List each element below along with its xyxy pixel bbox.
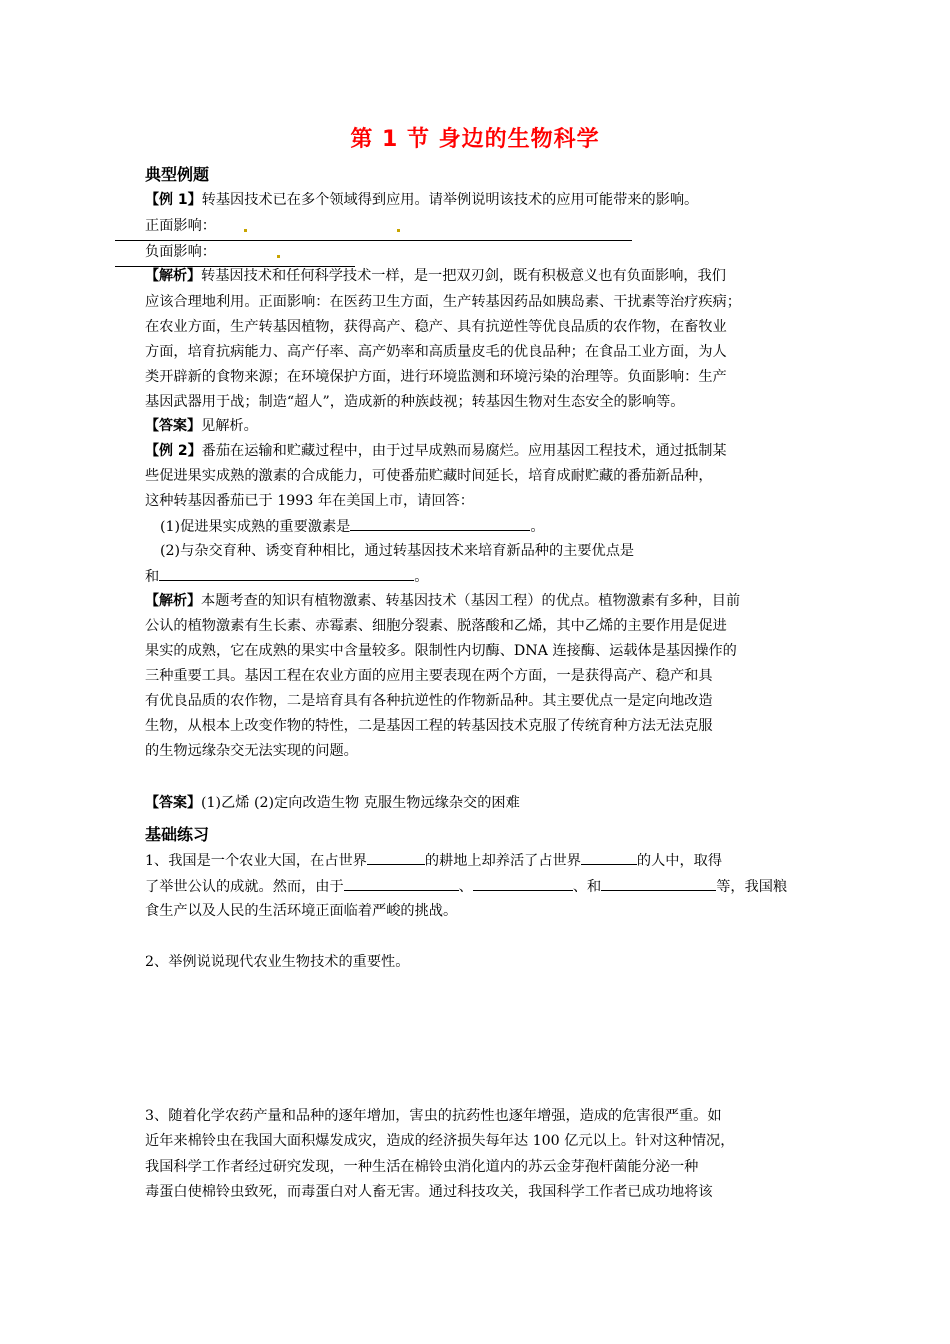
- positive-impact-line: [145, 216, 216, 236]
- positive-impact-blank-line: [115, 240, 632, 241]
- answer-blank[interactable]: [344, 876, 459, 891]
- example2-subq-2: (2)与杂交育种、诱变育种相比，通过转基因技术来培育新品种的主要优点是: [160, 543, 635, 559]
- analysis2-label: 【解析】: [145, 593, 201, 609]
- answer1-text: 见解析。: [201, 418, 258, 434]
- analysis2-line-4: 三种重要工具。基因工程在农业方面的应用主要表现在两个方面，一是获得高产、稳产和具: [145, 668, 713, 684]
- answer-blank[interactable]: [350, 516, 530, 531]
- practice3-line-2: 近年来棉铃虫在我国大面积爆发成灾，造成的经济损失每年达 100 亿元以上。针对这种情况，: [145, 1133, 735, 1149]
- analysis1-line-2: 应该合理地利用。正面影响：在医药卫生方面，生产转基因药品如胰岛素、干扰素等治疗疾病；: [145, 294, 741, 310]
- example2-subq-2-cont: 和 。: [145, 566, 428, 587]
- ink-mark: [397, 229, 400, 232]
- negative-impact-label: 负面影响：: [145, 244, 216, 260]
- example2-line-3: 这种转基因番茄已于 1993 年在美国上市，请回答：: [145, 493, 474, 509]
- practice3-line-4: 毒蛋白使棉铃虫致死，而毒蛋白对人畜无害。通过科技攻关，我国科学工作者已成功地将该: [145, 1184, 713, 1200]
- analysis1-label: 【解析】: [145, 268, 201, 284]
- negative-impact-line: [145, 242, 216, 262]
- practice1-line-1: 1、我国是一个农业大国，在占世界 的耕地上却养活了占世界 的人中，取得: [145, 850, 722, 871]
- example1-question: [145, 190, 698, 210]
- analysis2-line-2: 公认的植物激素有生长素、赤霉素、细胞分裂素、脱落酸和乙烯，其中乙烯的主要作用是促进: [145, 618, 727, 634]
- analysis1-line-6: 基因武器用于战；制造“超人”，造成新的种族歧视；转基因生物对生态安全的影响等。: [145, 394, 685, 410]
- analysis1-line-5: 类开辟新的食物来源；在环境保护方面，进行环境监测和环境污染的治理等。负面影响：生产: [145, 369, 727, 385]
- answer2-line: [145, 793, 520, 813]
- answer-blank[interactable]: [581, 850, 637, 865]
- ink-mark: [277, 255, 280, 258]
- analysis2-line-5: 有优良品质的农作物，二是培育具有各种抗逆性的作物新品种。其主要优点一是定向地改造: [145, 693, 713, 709]
- answer-blank[interactable]: [473, 876, 573, 891]
- positive-impact-label: 正面影响：: [145, 218, 216, 234]
- example1-label: 【例 1】: [145, 192, 202, 208]
- practice2-line: 2、举例说说现代农业生物技术的重要性。: [145, 954, 410, 970]
- page-title: 第 1 节 身边的生物科学: [350, 127, 600, 152]
- section-heading-examples: 典型例题: [145, 165, 210, 184]
- analysis2-line-7: 的生物远缘杂交无法实现的问题。: [145, 743, 358, 759]
- practice1-line-2: 了举世公认的成就。然而，由于 、 、和 等，我国粮: [145, 876, 787, 897]
- example2-label: 【例 2】: [145, 443, 202, 459]
- analysis2-line-3: 果实的成熟，它在成熟的果实中含量较多。限制性内切酶、DNA 连接酶、运载体是基因操作的: [145, 643, 737, 659]
- section-heading-practice: 基础练习: [145, 825, 210, 844]
- example1-text: 转基因技术已在多个领域得到应用。请举例说明该技术的应用可能带来的影响。: [201, 192, 699, 208]
- analysis1-line-4: 方面，培育抗病能力、高产仔率、高产奶率和高质量皮毛的优良品种；在食品工业方面，为人: [145, 344, 727, 360]
- answer1-label: 【答案】: [145, 418, 201, 434]
- answer-blank[interactable]: [159, 566, 414, 581]
- ink-mark: [244, 229, 247, 232]
- example2-line-1: 【例 2】番茄在运输和贮藏过程中，由于过早成熟而易腐烂。应用基因工程技术，通过抵制某: [145, 443, 727, 459]
- example2-subq-1: (1)促进果实成熟的重要激素是 。: [160, 516, 545, 537]
- answer-blank[interactable]: [367, 850, 425, 865]
- answer1-line: [145, 416, 258, 436]
- analysis1-line-1: 【解析】转基因技术和任何科学技术一样，是一把双刃剑，既有积极意义也有负面影响，我们: [145, 268, 726, 284]
- practice3-line-1: 3、随着化学农药产量和品种的逐年增加，害虫的抗药性也逐年增强，造成的危害很严重。如: [145, 1108, 722, 1124]
- answer2-text: (1)乙烯 (2)定向改造生物 克服生物远缘杂交的困难: [201, 795, 520, 811]
- answer-blank[interactable]: [601, 876, 716, 891]
- practice3-line-3: 我国科学工作者经过研究发现，一种生活在棉铃虫消化道内的苏云金芽孢杆菌能分泌一种: [145, 1159, 699, 1175]
- example2-line-2: 些促进果实成熟的激素的合成能力，可使番茄贮藏时间延长，培育成耐贮藏的番茄新品种，: [145, 468, 713, 484]
- answer2-label: 【答案】: [145, 795, 201, 811]
- analysis2-line-6: 生物，从根本上改变作物的特性，二是基因工程的转基因技术克服了传统育种方法无法克服: [145, 718, 713, 734]
- analysis2-line-1: 【解析】本题考查的知识有植物激素、转基因技术（基因工程）的优点。植物激素有多种，目前: [145, 593, 741, 609]
- practice1-line-3: 食生产以及人民的生活环境正面临着严峻的挑战。: [145, 903, 458, 919]
- analysis1-line-3: 在农业方面，生产转基因植物，获得高产、稳产、具有抗逆性等优良品质的农作物，在畜牧业: [145, 319, 727, 335]
